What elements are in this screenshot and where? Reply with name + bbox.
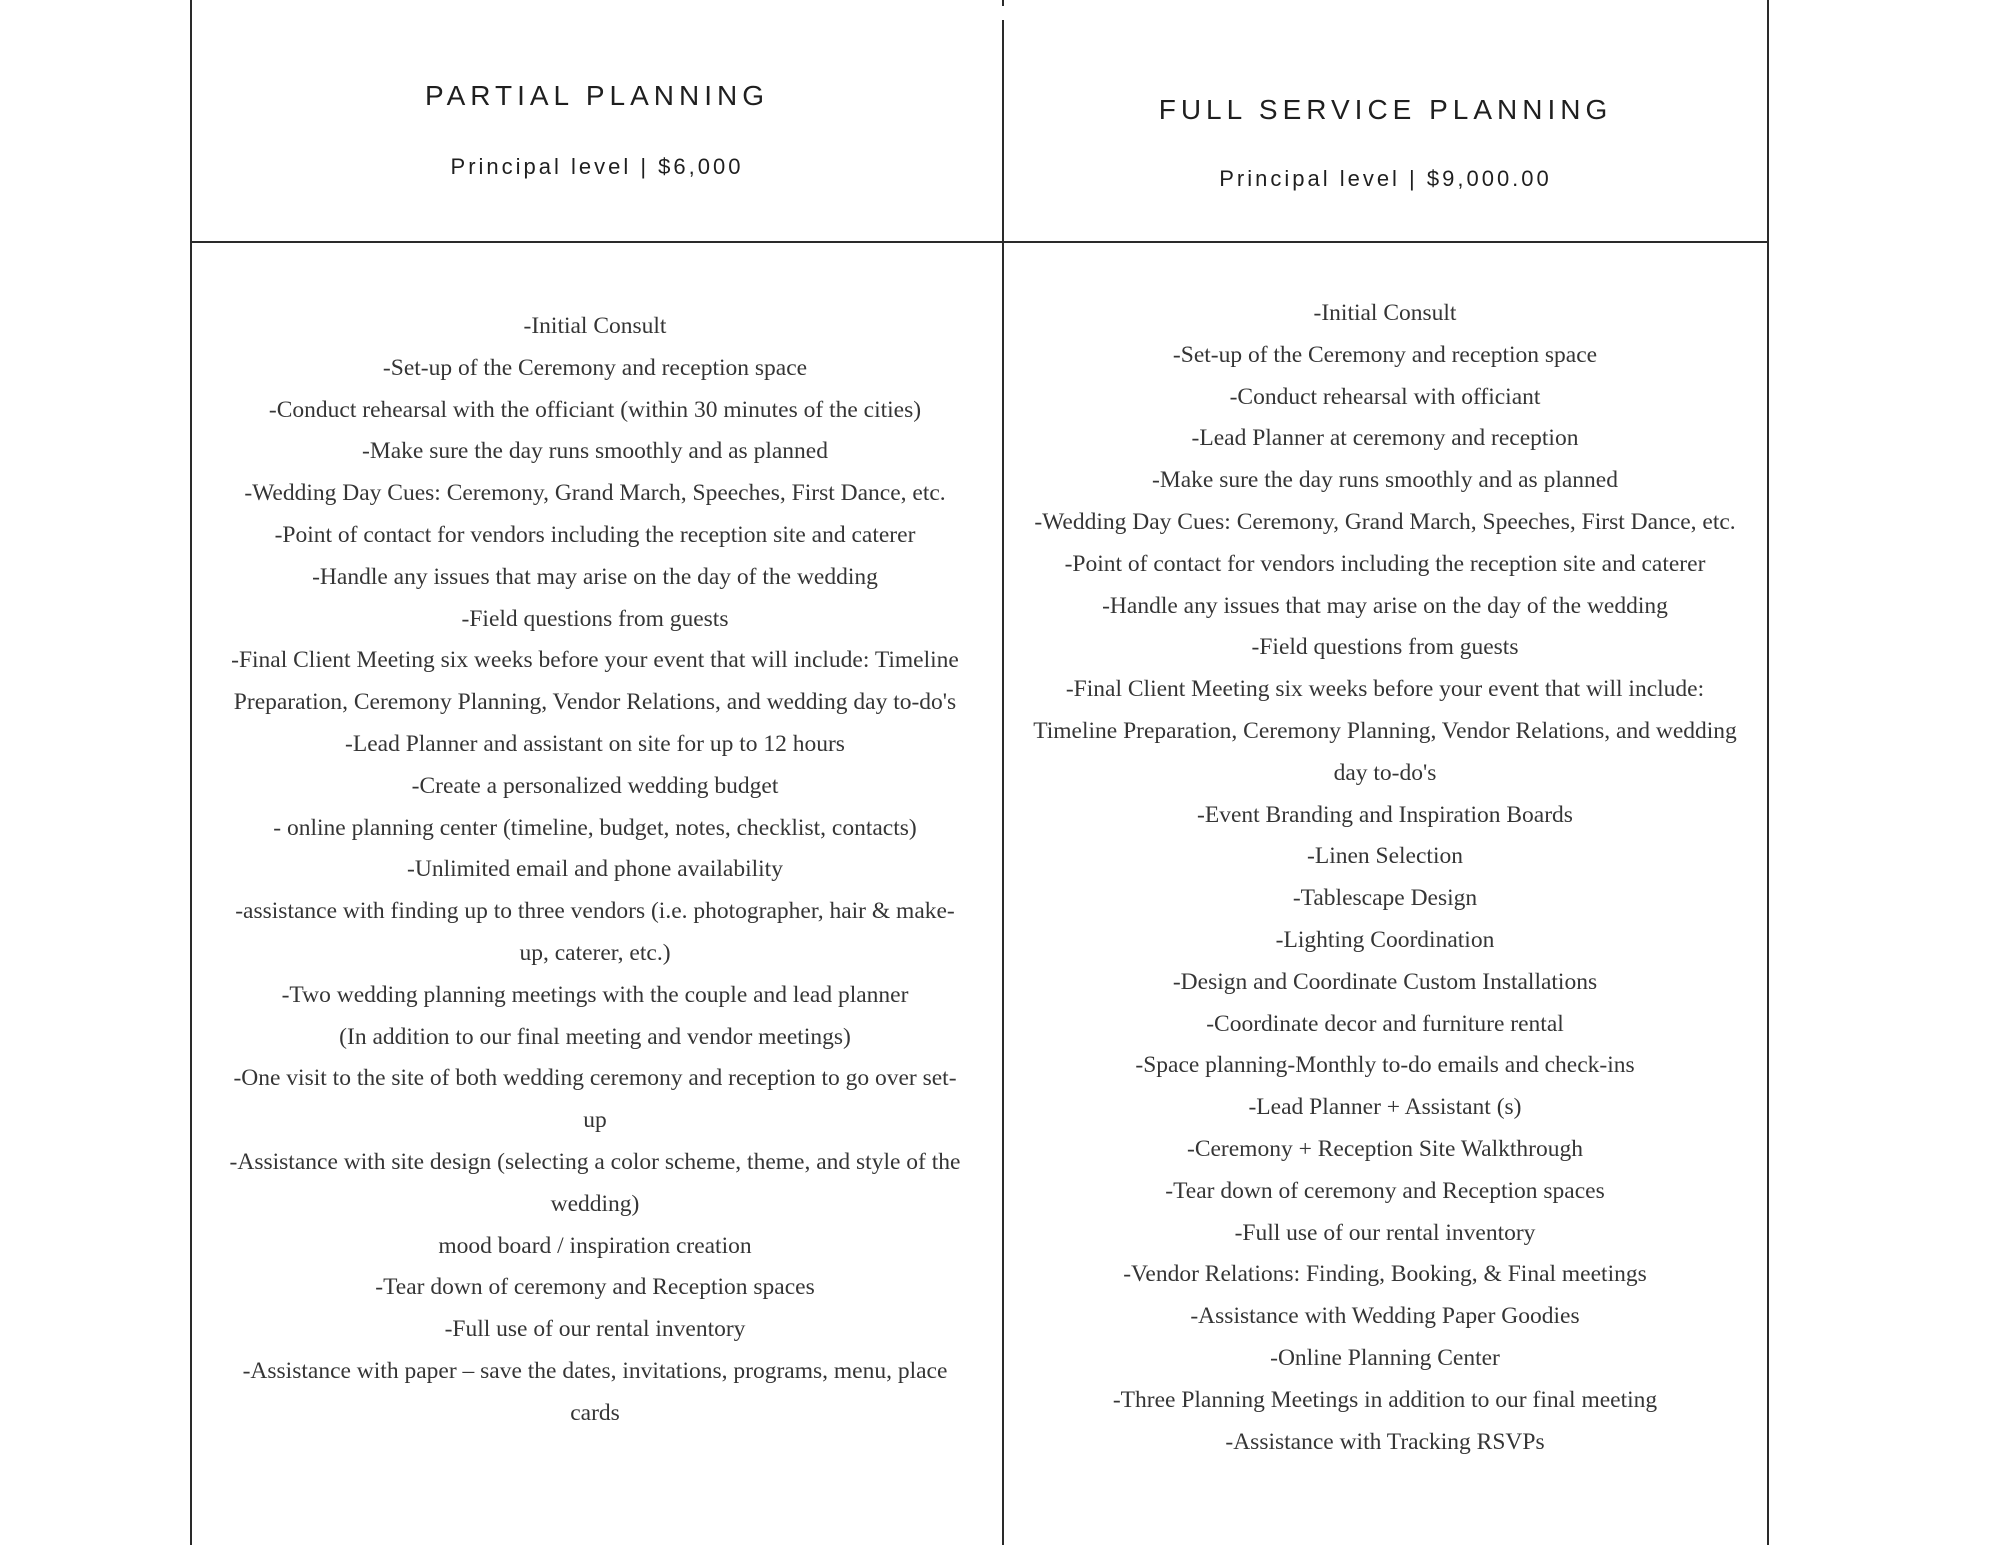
list-item: -Final Client Meeting six weeks before your event that will include: Timeline Preparation, Ceremony Planning, Vendor Relations, and wedding day to-do's: [231, 647, 959, 716]
list-item: -Create a personalized wedding budget: [411, 772, 779, 799]
list-item: (In addition to our final meeting and vendor meetings): [339, 1023, 851, 1050]
list-item: -Vendor Relations: Finding, Booking, & Final meetings: [1123, 1261, 1647, 1288]
list-item: -Event Branding and Inspiration Boards: [1197, 801, 1573, 828]
full-service-price: Principal level | $9,000.00: [1219, 166, 1552, 191]
partial-planning-header: [192, 80, 1002, 180]
list-item: -Lighting Coordination: [1275, 926, 1495, 953]
list-item: -Handle any issues that may arise on the day of the wedding: [1102, 592, 1668, 619]
list-item: -Design and Coordinate Custom Installations: [1172, 968, 1598, 995]
list-item: -Tear down of ceremony and Reception spaces: [1165, 1177, 1605, 1204]
table-border-middle: [1002, 20, 1004, 1545]
list-item: -Assistance with site design (selecting a color scheme, theme, and style of the wedding): [229, 1148, 961, 1217]
list-item: -Full use of our rental inventory: [444, 1316, 746, 1343]
list-item: -Make sure the day runs smoothly and as planned: [362, 438, 828, 465]
list-item: -Coordinate decor and furniture rental: [1206, 1010, 1564, 1037]
list-item: -Full use of our rental inventory: [1234, 1219, 1536, 1246]
list-item: -Conduct rehearsal with officiant: [1229, 383, 1541, 410]
list-item: -Linen Selection: [1307, 843, 1463, 870]
list-item: -Field questions from guests: [461, 605, 729, 632]
list-item: -Wedding Day Cues: Ceremony, Grand March, Speeches, First Dance, etc.: [244, 480, 946, 507]
list-item: -Tear down of ceremony and Reception spaces: [375, 1274, 815, 1301]
list-item: -Set-up of the Ceremony and reception space: [1172, 341, 1598, 368]
list-item: -Make sure the day runs smoothly and as planned: [1152, 467, 1618, 494]
list-item: -Lead Planner + Assistant (s): [1248, 1094, 1522, 1121]
full-service-list: [1025, 293, 1745, 1463]
table-border-left: [190, 0, 192, 1545]
table-border-right: [1767, 0, 1769, 1545]
list-item: -Wedding Day Cues: Ceremony, Grand March, Speeches, First Dance, etc.: [1034, 508, 1736, 535]
header-divider: [190, 241, 1769, 243]
list-item: -Space planning-Monthly to-do emails and check-ins: [1135, 1052, 1635, 1079]
list-item: -Initial Consult: [1313, 300, 1457, 326]
list-item: -Handle any issues that may arise on the day of the wedding: [312, 563, 878, 590]
partial-planning-list: [225, 306, 965, 1435]
list-item: -Conduct rehearsal with the officiant (within 30 minutes of the cities): [268, 396, 922, 423]
list-item: mood board / inspiration creation: [438, 1232, 752, 1259]
list-item: -Two wedding planning meetings with the couple and lead planner: [281, 981, 909, 1008]
list-item: - online planning center (timeline, budget, notes, checklist, contacts): [273, 814, 917, 841]
table-border-middle-tick: [1002, 0, 1004, 6]
list-item: -Initial Consult: [523, 313, 667, 339]
list-item: -Final Client Meeting six weeks before your event that will include: Timeline Preparation, Ceremony Planning, Vendor Relations, and wedding day to-do's: [1033, 676, 1737, 786]
list-item: -Assistance with Wedding Paper Goodies: [1190, 1303, 1580, 1330]
full-service-header: [1004, 94, 1767, 192]
list-item: -Three Planning Meetings in addition to our final meeting: [1112, 1386, 1658, 1413]
list-item: -Online Planning Center: [1270, 1344, 1500, 1371]
list-item: -Ceremony + Reception Site Walkthrough: [1187, 1135, 1583, 1162]
list-item: -Tablescape Design: [1292, 885, 1478, 912]
list-item: -Unlimited email and phone availability: [407, 856, 783, 883]
list-item: -One visit to the site of both wedding ceremony and reception to go over set-up: [233, 1065, 957, 1134]
list-item: -Assistance with Tracking RSVPs: [1225, 1428, 1545, 1455]
partial-planning-price: Principal level | $6,000: [450, 154, 744, 179]
list-item: -Assistance with paper – save the dates, invitations, programs, menu, place cards: [242, 1357, 948, 1426]
list-item: -Point of contact for vendors including the reception site and caterer: [1064, 550, 1706, 577]
list-item: -Field questions from guests: [1251, 634, 1519, 661]
list-item: -Set-up of the Ceremony and reception space: [382, 354, 808, 381]
partial-planning-title: PARTIAL PLANNING: [424, 80, 769, 111]
list-item: -assistance with finding up to three vendors (i.e. photographer, hair & make-up, caterer, etc.): [235, 898, 955, 966]
list-item: -Lead Planner and assistant on site for up to 12 hours: [345, 730, 845, 757]
full-service-title: FULL SERVICE PLANNING: [1158, 94, 1613, 125]
list-item: -Point of contact for vendors including the reception site and caterer: [274, 521, 916, 548]
list-item: -Lead Planner at ceremony and reception: [1191, 425, 1579, 452]
